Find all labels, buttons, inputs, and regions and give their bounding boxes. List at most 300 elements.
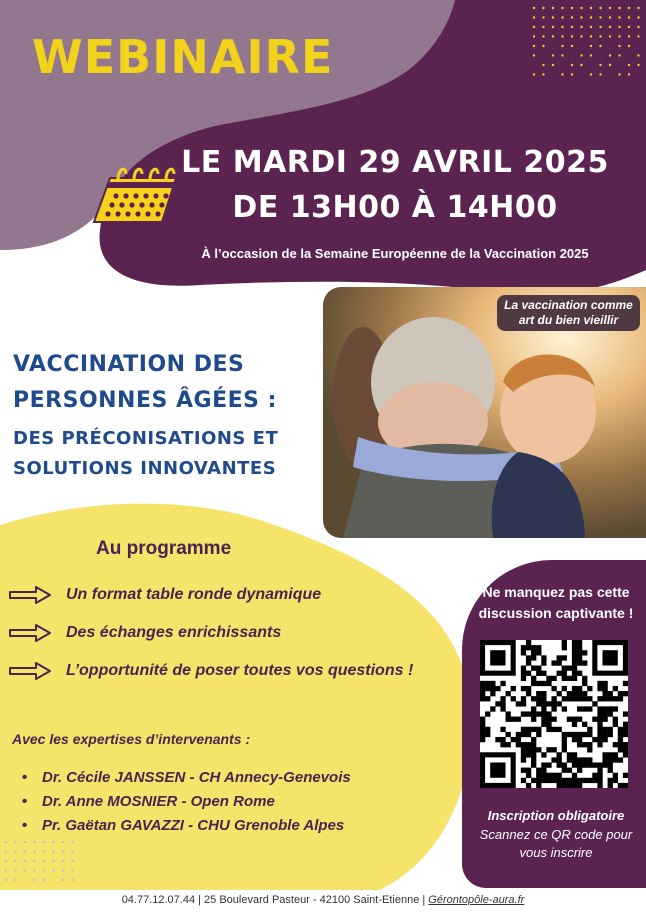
qr-module — [587, 706, 592, 711]
qr-module — [536, 671, 541, 676]
decor-dot — [628, 7, 630, 9]
decor-dot — [571, 7, 573, 9]
decor-dot — [609, 54, 611, 56]
qr-module — [572, 778, 577, 783]
decor-dot — [618, 73, 620, 75]
decor-dot — [561, 7, 563, 9]
decor-dot — [580, 7, 582, 9]
qr-module — [577, 655, 582, 660]
qr-module — [506, 717, 511, 722]
qr-module — [521, 727, 526, 732]
speaker-item: • Dr. Anne MOSNIER - Open Rome — [22, 790, 351, 814]
decor-dot — [533, 16, 535, 18]
qr-module — [551, 660, 556, 665]
qr-module — [577, 732, 582, 737]
qr-module — [582, 722, 587, 727]
decor-dot — [33, 860, 35, 862]
qr-module — [536, 747, 541, 752]
qr-module — [546, 778, 551, 783]
speaker-list — [22, 766, 351, 838]
decor-dot — [71, 860, 73, 862]
qr-module — [572, 691, 577, 696]
qr-module — [572, 737, 577, 742]
qr-module — [623, 727, 628, 732]
qr-module — [557, 757, 562, 762]
decor-dot — [628, 35, 630, 37]
qr-module — [587, 686, 592, 691]
footer-contact: 04.77.12.07.44 | 25 Boulevard Pasteur - 42100 Saint-Etienne | — [121, 894, 426, 906]
topic-line-1: VACCINATION DES — [13, 352, 245, 377]
decor-dot — [609, 7, 611, 9]
arrow-right-icon — [8, 584, 52, 606]
qr-module — [526, 655, 531, 660]
qr-module — [551, 757, 556, 762]
qr-module — [582, 706, 587, 711]
qr-module — [480, 722, 485, 727]
qr-module — [526, 686, 531, 691]
qr-module — [613, 722, 618, 727]
decor-dot — [62, 850, 64, 852]
decor-dot — [618, 26, 620, 28]
qr-module — [602, 762, 607, 767]
decor-dot — [561, 45, 563, 47]
qr-module — [597, 722, 602, 727]
qr-module — [577, 717, 582, 722]
registration-required: Inscription obligatoire — [487, 808, 625, 823]
qr-module — [577, 696, 582, 701]
qr-module — [536, 773, 541, 778]
qr-module — [613, 742, 618, 747]
qr-module — [562, 645, 567, 650]
qr-code[interactable] — [480, 640, 628, 788]
qr-module — [597, 773, 602, 778]
decor-dot — [580, 26, 582, 28]
qr-module — [531, 666, 536, 671]
qr-module — [551, 717, 556, 722]
qr-module — [521, 711, 526, 716]
qr-module — [602, 727, 607, 732]
decor-dot — [590, 35, 592, 37]
qr-module — [480, 696, 485, 701]
qr-module — [597, 768, 602, 773]
decor-dot — [637, 26, 639, 28]
decor-dot — [618, 54, 620, 56]
decor-dot — [561, 16, 563, 18]
qr-module — [485, 711, 490, 716]
qr-module — [521, 742, 526, 747]
qr-module — [521, 747, 526, 752]
decor-dot — [590, 54, 592, 56]
decor-dot — [571, 45, 573, 47]
qr-module — [536, 727, 541, 732]
qr-module — [572, 773, 577, 778]
qr-module — [526, 691, 531, 696]
qr-module — [485, 727, 490, 732]
qr-module — [572, 757, 577, 762]
decor-dot — [5, 841, 7, 843]
qr-module — [500, 742, 505, 747]
decor-dot — [637, 16, 639, 18]
decor-dot — [5, 869, 7, 871]
qr-module — [521, 752, 526, 757]
qr-module — [577, 706, 582, 711]
qr-module — [567, 666, 572, 671]
qr-module — [500, 706, 505, 711]
qr-module — [562, 742, 567, 747]
qr-module — [541, 773, 546, 778]
qr-module — [485, 681, 490, 686]
qr-module — [602, 757, 607, 762]
decor-dot — [14, 860, 16, 862]
decor-dot — [571, 16, 573, 18]
qr-module — [577, 650, 582, 655]
qr-module — [577, 686, 582, 691]
decor-dot — [561, 26, 563, 28]
qr-module — [602, 686, 607, 691]
decor-dot — [62, 841, 64, 843]
footer — [0, 894, 646, 906]
event-time: DE 13H00 À 14H00 — [232, 190, 558, 225]
qr-module — [541, 696, 546, 701]
decor-dot — [571, 64, 573, 66]
qr-module — [490, 681, 495, 686]
qr-module — [557, 671, 562, 676]
qr-module — [602, 752, 607, 757]
qr-module — [572, 671, 577, 676]
programme-item-text: Un format table ronde dynamique — [66, 586, 322, 603]
arrow-right-icon — [8, 622, 52, 644]
qr-module — [572, 650, 577, 655]
qr-module — [623, 747, 628, 752]
decor-dot — [637, 54, 639, 56]
programme-item-text: L’opportunité de poser toutes vos questions ! — [66, 662, 414, 679]
qr-module — [572, 762, 577, 767]
decor-dot — [52, 850, 54, 852]
footer-website-link[interactable]: Gérontopôle-aura.fr — [428, 894, 525, 906]
qr-module — [572, 717, 577, 722]
qr-module — [567, 732, 572, 737]
qr-module — [608, 768, 613, 773]
qr-module — [587, 757, 592, 762]
decor-dot — [24, 841, 26, 843]
qr-module — [582, 778, 587, 783]
decor-dot — [552, 7, 554, 9]
qr-module — [536, 696, 541, 701]
qr-module — [546, 676, 551, 681]
qr-module — [511, 737, 516, 742]
qr-module — [541, 706, 546, 711]
qr-finder — [602, 650, 617, 665]
qr-module — [506, 732, 511, 737]
decor-dot — [628, 64, 630, 66]
qr-module — [526, 727, 531, 732]
decor-dot — [618, 7, 620, 9]
qr-module — [541, 671, 546, 676]
qr-module — [572, 660, 577, 665]
qr-module — [531, 696, 536, 701]
qr-module — [526, 742, 531, 747]
photo-caption-badge: La vaccination comme art du bien vieillir — [497, 295, 640, 331]
decor-dot — [637, 35, 639, 37]
qr-module — [613, 706, 618, 711]
qr-module — [546, 773, 551, 778]
qr-module — [536, 650, 541, 655]
qr-module — [572, 666, 577, 671]
decor-dot — [609, 26, 611, 28]
qr-module — [577, 640, 582, 645]
qr-module — [572, 696, 577, 701]
qr-module — [623, 711, 628, 716]
qr-module — [562, 732, 567, 737]
qr-module — [531, 742, 536, 747]
decor-dot — [14, 869, 16, 871]
qr-module — [521, 732, 526, 737]
topic-line-4: SOLUTIONS INNOVANTES — [13, 458, 277, 479]
qr-module — [541, 752, 546, 757]
qr-module — [521, 757, 526, 762]
qr-module — [562, 666, 567, 671]
qr-module — [613, 773, 618, 778]
qr-module — [557, 762, 562, 767]
qr-module — [618, 757, 623, 762]
decor-dot — [5, 860, 7, 862]
event-date: LE MARDI 29 AVRIL 2025 — [181, 145, 609, 180]
qr-module — [602, 691, 607, 696]
decor-dot — [533, 35, 535, 37]
qr-module — [562, 762, 567, 767]
qr-module — [536, 681, 541, 686]
decor-dot — [533, 73, 535, 75]
qr-module — [531, 650, 536, 655]
qr-module — [536, 768, 541, 773]
qr-module — [541, 660, 546, 665]
qr-module — [597, 737, 602, 742]
qr-module — [485, 686, 490, 691]
decor-dot — [24, 860, 26, 862]
qr-module — [506, 742, 511, 747]
qr-module — [480, 737, 485, 742]
qr-module — [480, 686, 485, 691]
decor-dot — [599, 26, 601, 28]
qr-module — [577, 783, 582, 788]
qr-module — [506, 711, 511, 716]
event-occasion: À l’occasion de la Semaine Européenne de la Vaccination 2025 — [201, 246, 589, 261]
decor-dot — [580, 54, 582, 56]
qr-module — [546, 722, 551, 727]
qr-module — [567, 783, 572, 788]
decor-dot — [14, 841, 16, 843]
webinar-title: WEBINAIRE — [32, 30, 334, 84]
qr-module — [613, 717, 618, 722]
qr-module — [608, 696, 613, 701]
decor-dot — [33, 879, 35, 881]
qr-module — [551, 727, 556, 732]
qr-module — [567, 676, 572, 681]
qr-module — [506, 691, 511, 696]
qr-module — [500, 727, 505, 732]
qr-module — [526, 768, 531, 773]
decor-dot — [533, 45, 535, 47]
qr-module — [500, 737, 505, 742]
qr-module — [521, 768, 526, 773]
qr-module — [557, 701, 562, 706]
decor-dot — [618, 45, 620, 47]
qr-module — [511, 696, 516, 701]
decor-dot — [14, 879, 16, 881]
decor-dot — [533, 54, 535, 56]
decor-dot — [580, 64, 582, 66]
qr-module — [572, 640, 577, 645]
qr-module — [597, 762, 602, 767]
qr-module — [582, 676, 587, 681]
qr-module — [597, 742, 602, 747]
qr-module — [618, 696, 623, 701]
qr-module — [500, 701, 505, 706]
qr-module — [521, 650, 526, 655]
qr-module — [536, 645, 541, 650]
qr-module — [597, 696, 602, 701]
qr-module — [592, 737, 597, 742]
decor-dot — [571, 73, 573, 75]
qr-module — [582, 757, 587, 762]
qr-module — [526, 660, 531, 665]
qr-module — [551, 747, 556, 752]
qr-module — [480, 732, 485, 737]
qr-module — [572, 752, 577, 757]
arrow-right-icon — [8, 660, 52, 682]
qr-module — [577, 762, 582, 767]
qr-module — [526, 711, 531, 716]
qr-module — [597, 706, 602, 711]
qr-module — [531, 706, 536, 711]
qr-module — [541, 762, 546, 767]
qr-module — [597, 711, 602, 716]
decor-dot — [590, 45, 592, 47]
qr-module — [531, 752, 536, 757]
qr-module — [562, 655, 567, 660]
qr-module — [562, 696, 567, 701]
decor-dot — [43, 850, 45, 852]
qr-module — [577, 757, 582, 762]
decor-dot — [5, 850, 7, 852]
qr-module — [536, 732, 541, 737]
qr-module — [597, 732, 602, 737]
qr-module — [623, 773, 628, 778]
qr-module — [567, 717, 572, 722]
qr-module — [587, 747, 592, 752]
registration-title: Ne manquez pas cette discussion captivante ! — [478, 584, 634, 621]
qr-module — [613, 696, 618, 701]
qr-module — [541, 711, 546, 716]
qr-module — [541, 768, 546, 773]
topic-line-2: PERSONNES ÂGÉES : — [13, 388, 277, 413]
qr-module — [623, 752, 628, 757]
qr-module — [495, 686, 500, 691]
qr-module — [597, 727, 602, 732]
decor-dot — [590, 26, 592, 28]
qr-module — [608, 691, 613, 696]
qr-module — [592, 717, 597, 722]
qr-module — [587, 727, 592, 732]
qr-module — [551, 773, 556, 778]
qr-module — [608, 778, 613, 783]
qr-module — [521, 645, 526, 650]
decor-dot — [24, 850, 26, 852]
qr-module — [577, 778, 582, 783]
qr-module — [551, 701, 556, 706]
qr-module — [531, 747, 536, 752]
qr-module — [587, 762, 592, 767]
qr-module — [572, 686, 577, 691]
qr-module — [567, 696, 572, 701]
qr-module — [582, 691, 587, 696]
qr-module — [602, 717, 607, 722]
qr-module — [536, 691, 541, 696]
qr-module — [490, 691, 495, 696]
qr-module — [485, 732, 490, 737]
decor-dot — [599, 35, 601, 37]
decor-dot — [542, 73, 544, 75]
qr-module — [608, 752, 613, 757]
qr-module — [480, 727, 485, 732]
qr-module — [531, 711, 536, 716]
qr-module — [531, 676, 536, 681]
qr-module — [516, 732, 521, 737]
qr-module — [577, 768, 582, 773]
qr-module — [613, 752, 618, 757]
qr-module — [587, 778, 592, 783]
qr-module — [531, 737, 536, 742]
decor-dot — [609, 64, 611, 66]
qr-module — [557, 778, 562, 783]
qr-module — [500, 681, 505, 686]
decor-dot — [637, 64, 639, 66]
decor-dot — [552, 16, 554, 18]
decor-dot — [542, 45, 544, 47]
qr-module — [582, 660, 587, 665]
qr-module — [592, 778, 597, 783]
qr-module — [536, 783, 541, 788]
qr-module — [536, 701, 541, 706]
qr-module — [521, 676, 526, 681]
decor-dot — [571, 26, 573, 28]
qr-module — [546, 762, 551, 767]
decor-dot — [599, 16, 601, 18]
decor-dot — [628, 16, 630, 18]
qr-module — [531, 762, 536, 767]
decor-dot — [571, 35, 573, 37]
qr-module — [577, 691, 582, 696]
qr-module — [521, 701, 526, 706]
decor-dot — [71, 879, 73, 881]
qr-module — [531, 778, 536, 783]
qr-module — [531, 727, 536, 732]
qr-module — [490, 686, 495, 691]
qr-module — [521, 686, 526, 691]
qr-module — [551, 676, 556, 681]
qr-module — [562, 671, 567, 676]
qr-module — [521, 666, 526, 671]
qr-module — [608, 706, 613, 711]
decor-dot — [590, 73, 592, 75]
qr-module — [562, 783, 567, 788]
qr-module — [526, 732, 531, 737]
decor-dot — [542, 7, 544, 9]
qr-module — [480, 717, 485, 722]
qr-module — [572, 783, 577, 788]
qr-module — [531, 681, 536, 686]
qr-module — [602, 737, 607, 742]
